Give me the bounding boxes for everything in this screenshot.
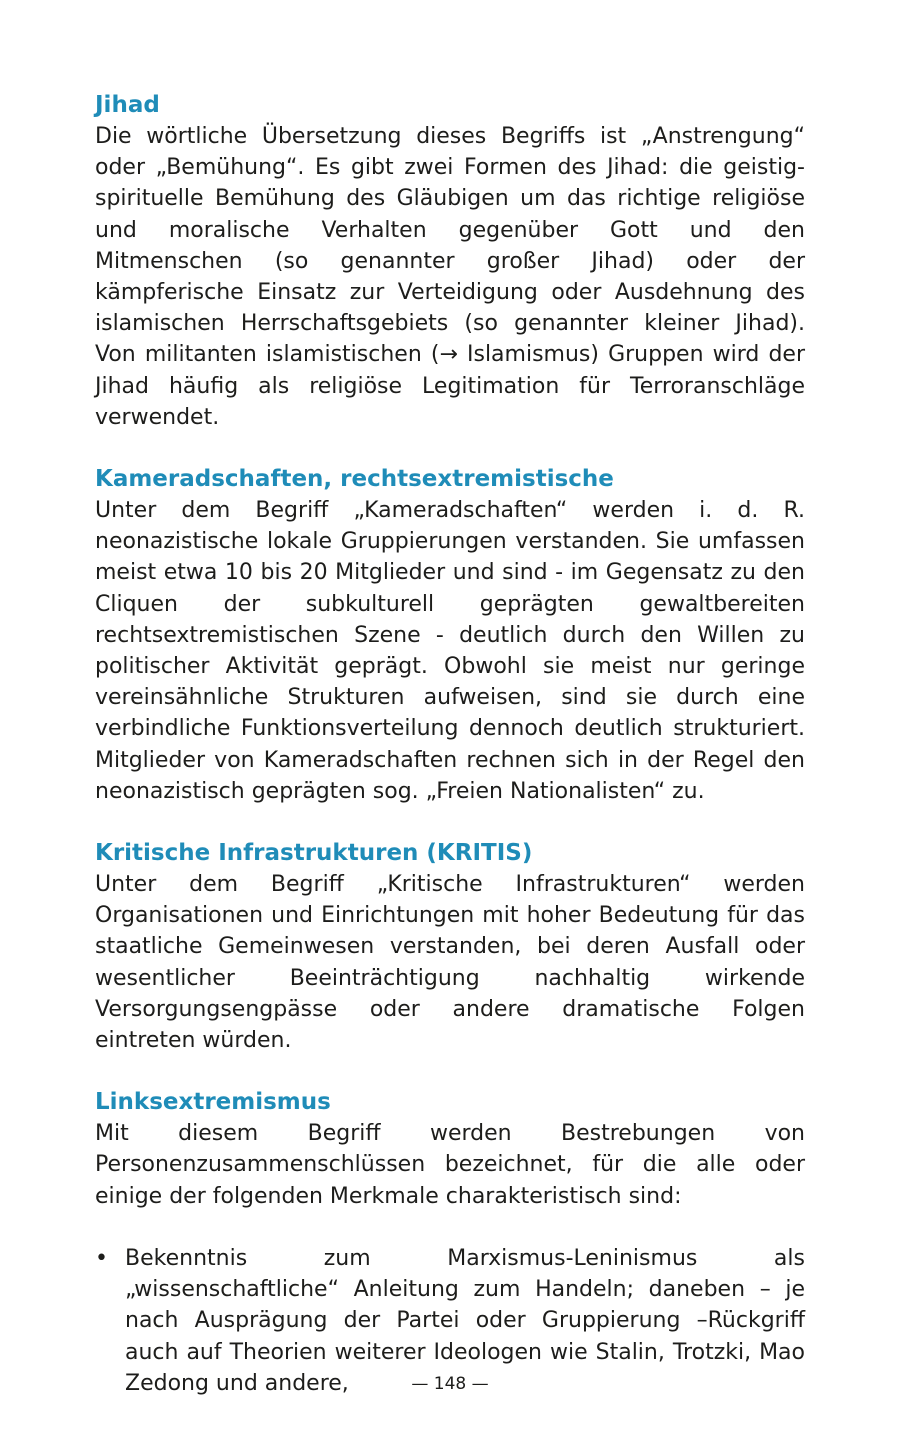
term-heading: Kameradschaften, rechtsextremistische [95, 466, 614, 493]
glossary-entry-kritis [95, 838, 805, 1056]
glossary-entry-kameradschaften [95, 464, 805, 807]
term-definition: Die wörtliche Übersetzung dieses Begriffs ist „Anstrengung“ oder „Bemühung“. Es gibt zwei Formen des Jihad: die geistig-spirituelle Bemühung des Gläubigen um das richtige religiöse und moralische Verhalten gegenüber Gott und den Mitmenschen (so genannter großer Jihad) oder der kämpferische Einsatz zur Verteidigung oder Ausdehnung des islamischen Herrschaftsgebiets (so genannter kleiner Jihad). Von militanten islamistischen (→ Islamismus) Gruppen wird der Jihad häufig als religiöse Legitimation für Terroranschläge verwendet. [95, 124, 805, 430]
term-heading: Jihad [95, 92, 160, 118]
list-item-text: Bekenntnis zum Marxismus-Leninismus als „wissenschaftliche“ Anleitung zum Handeln; daneben – je nach Ausprägung der Partei oder Gruppierung –Rückgriff auch auf Theorien weiterer Ideologen wie Stalin, Trotzki, Mao Zedong und andere, [125, 1245, 805, 1396]
term-definition: Unter dem Begriff „Kritische Infrastrukturen“ werden Organisationen und Einrichtungen mit hoher Bedeutung für das staatliche Gemeinwesen verstanden, bei deren Ausfall oder wesentlicher Beeinträchtigung nachhaltig wirkende Versorgungsengpässe oder andere dramatische Folgen eintreten würden. [95, 872, 805, 1054]
bullet-icon: • [95, 1245, 108, 1271]
term-heading: Kritische Infrastrukturen (KRITIS) [95, 840, 533, 867]
term-heading: Linksextremismus [95, 1089, 331, 1116]
glossary-entry-jihad [95, 90, 805, 433]
glossary-page [95, 90, 805, 1430]
term-definition: Mit diesem Begriff werden Bestrebungen von Personenzusammenschlüssen bezeichnet, für die alle oder einige der folgenden Merkmale charakteristisch sind: [95, 1121, 805, 1209]
term-definition: Unter dem Begriff „Kameradschaften“ werden i. d. R. neonazistische lokale Gruppierungen verstanden. Sie umfassen meist etwa 10 bis 20 Mitglieder und sind - im Gegensatz zu den Cliquen der subkulturell geprägten gewaltbereiten rechtsextremistischen Szene - deutlich durch den Willen zu politischer Aktivität geprägt. Obwohl sie meist nur geringe vereinsähnliche Strukturen aufweisen, sind sie durch eine verbindliche Funktionsverteilung dennoch deutlich strukturiert. Mitglieder von Kameradschaften rechnen sich in der Regel den neonazistisch geprägten sog. „Freien Nationalisten“ zu. [95, 498, 805, 804]
page-number: — 148 — [411, 1374, 489, 1394]
glossary-entry-linksextremismus [95, 1087, 805, 1399]
